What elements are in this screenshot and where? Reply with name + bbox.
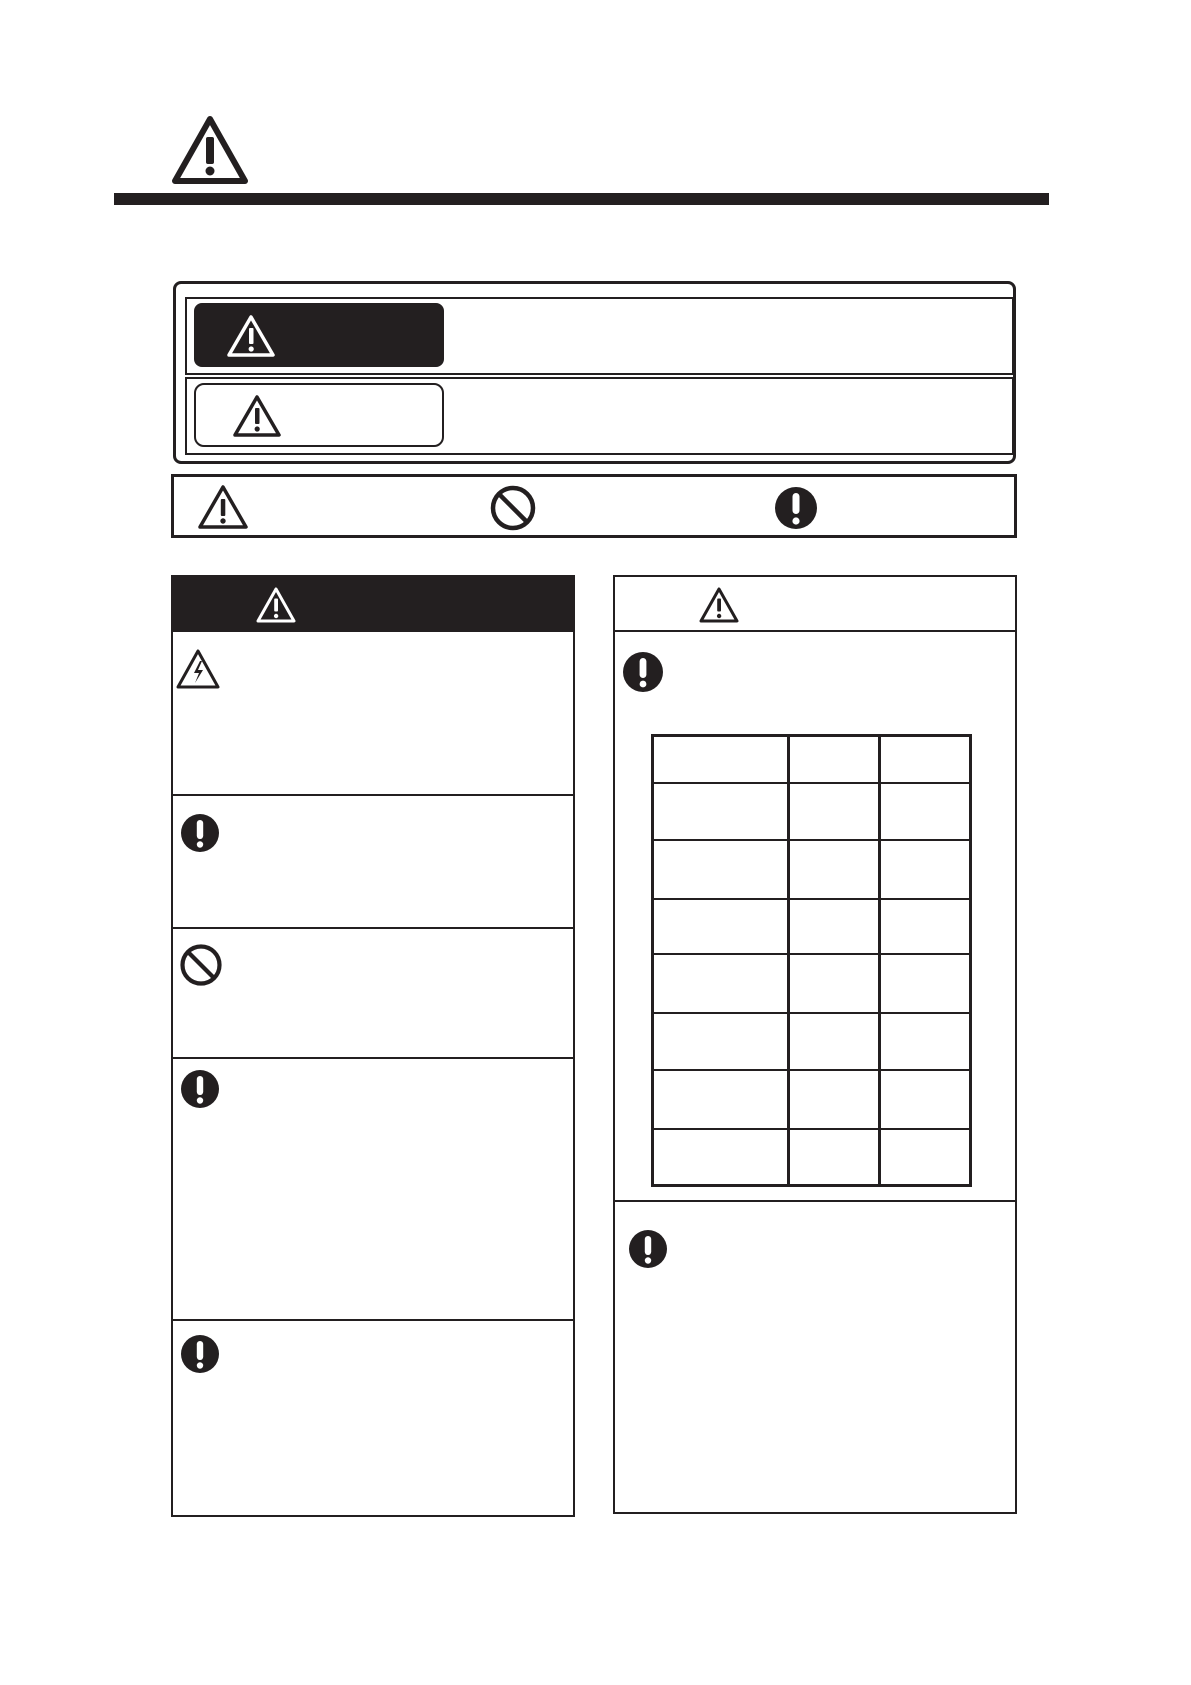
table-row-rule: [654, 1069, 969, 1071]
table-row-rule: [654, 953, 969, 955]
warning-panel-header: [173, 577, 573, 632]
legend-warning-icon: [197, 483, 249, 531]
mandatory-icon: [179, 1068, 221, 1110]
mandatory-icon: [179, 1333, 221, 1375]
table-column-rule: [787, 737, 790, 1184]
mandatory-icon: [179, 812, 221, 854]
legend-prohibited-icon: [489, 484, 537, 532]
table-row-rule: [654, 839, 969, 841]
symbol-legend: [171, 474, 1017, 538]
warning-panel-divider: [173, 1319, 573, 1321]
legend-mandatory-icon: [772, 484, 820, 532]
table-row-rule: [654, 1012, 969, 1014]
mandatory-icon: [621, 650, 665, 694]
warning-panel-divider: [173, 794, 573, 796]
warning-panel: [171, 575, 575, 1517]
table-row-rule: [654, 1128, 969, 1130]
warning-panel-divider: [173, 927, 573, 929]
safe-distance-table: [651, 734, 972, 1187]
caution-panel-header-icon: [698, 586, 740, 624]
caution-label-box: [194, 383, 444, 447]
caution-panel-header: [615, 577, 1015, 632]
table-row-rule: [654, 782, 969, 784]
caution-panel-divider: [615, 1200, 1015, 1202]
table-column-rule: [878, 737, 881, 1184]
warning-panel-header-icon: [255, 586, 297, 624]
prohibited-icon: [179, 943, 223, 987]
title-rule: [114, 193, 1049, 205]
mandatory-icon: [627, 1228, 669, 1270]
caution-label-icon: [232, 393, 282, 439]
table-row-rule: [654, 898, 969, 900]
electric-shock-icon: [175, 648, 221, 690]
warning-label-icon: [226, 313, 276, 359]
warning-label-box: [194, 303, 444, 367]
warning-panel-divider: [173, 1057, 573, 1059]
page-title-warning-icon: [171, 115, 249, 185]
